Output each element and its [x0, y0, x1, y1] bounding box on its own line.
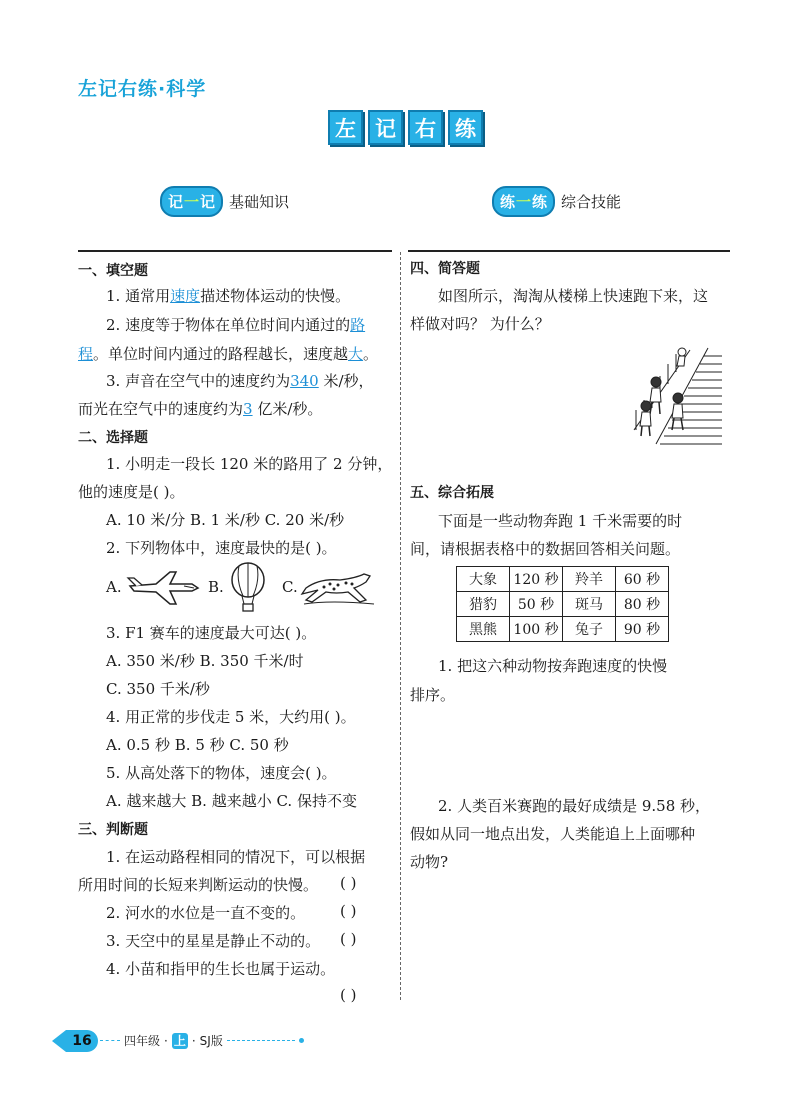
- right-column-rule: [408, 250, 730, 252]
- page-number-arrow: [52, 1030, 66, 1052]
- fill-q3-line1: [106, 370, 374, 391]
- badge-char: 记: [168, 193, 184, 211]
- choice-q3-options-1: A. 350 米/秒 B. 350 千米/时: [106, 652, 304, 670]
- choice-q1-line1: 1. 小明走一段长 120 米的路用了 2 分钟，: [106, 455, 393, 473]
- text: 。单位时间内通过的路程越长，速度越: [93, 345, 349, 363]
- table-cell: 120 秒: [510, 567, 563, 592]
- choice-q3: 3. F1 赛车的速度最大可达( )。: [106, 624, 317, 642]
- stairs-illustration: [630, 340, 726, 446]
- table-cell: 猎豹: [457, 592, 510, 617]
- brand-text: 左记右练: [78, 78, 159, 100]
- subject-text: ·科学: [158, 78, 207, 100]
- right-section-badge: [492, 186, 555, 217]
- left-section-label: 基础知识: [229, 193, 290, 211]
- title-char: 记: [368, 110, 403, 145]
- animal-speed-table: [456, 566, 669, 642]
- judge-q4-paren: ( ): [340, 986, 357, 1004]
- extension-intro-1: 下面是一些动物奔跑 1 千米需要的时: [438, 512, 683, 530]
- footer-dot: [299, 1038, 304, 1043]
- judge-q1-line2: 所用时间的长短来判断运动的快慢。: [78, 876, 319, 894]
- left-section-header: [160, 186, 289, 217]
- table-cell: 斑马: [563, 592, 616, 617]
- table-row: [457, 617, 669, 642]
- choice-q3-options-2: C. 350 千米/秒: [106, 680, 210, 698]
- badge-char: 一: [184, 193, 200, 211]
- hot-air-balloon-image: [228, 562, 268, 614]
- judge-q4: 4. 小苗和指甲的生长也属于运动。: [106, 960, 336, 978]
- badge-char: 练: [532, 193, 548, 211]
- choice-q5: 5. 从高处落下的物体，速度会( )。: [106, 764, 337, 782]
- table-cell: 兔子: [563, 617, 616, 642]
- text: 1. 通常用: [106, 287, 171, 305]
- option-b-label: B.: [208, 578, 224, 596]
- badge-char: 一: [516, 193, 532, 211]
- text: 米/秒，: [318, 372, 374, 390]
- choice-q1-options: A. 10 米/分 B. 1 米/秒 C. 20 米/秒: [106, 511, 345, 529]
- table-cell: 60 秒: [616, 567, 669, 592]
- judge-q2: 2. 河水的水位是一直不变的。: [106, 904, 306, 922]
- table-cell: 80 秒: [616, 592, 669, 617]
- judge-q3-paren: ( ): [340, 930, 357, 948]
- short-answer-heading: 四、简答题: [410, 261, 480, 277]
- choice-q2: 2. 下列物体中，速度最快的是( )。: [106, 539, 337, 557]
- text: 而光在空气中的速度约为: [78, 400, 244, 418]
- right-section-label: 综合技能: [561, 193, 622, 211]
- table-row: [457, 567, 669, 592]
- table-cell: 大象: [457, 567, 510, 592]
- fill-q1: [106, 285, 350, 306]
- answer-text: 程: [78, 345, 94, 363]
- judge-q2-paren: ( ): [340, 902, 357, 920]
- answer-text: 路: [350, 316, 366, 334]
- answer-text: 340: [290, 372, 319, 390]
- judge-heading: 三、判断题: [78, 822, 148, 838]
- extension-q2-line3: 动物?: [410, 853, 449, 871]
- right-section-header: [492, 186, 621, 217]
- extension-intro-2: 间，请根据表格中的数据回答相关问题。: [410, 540, 681, 558]
- judge-q1-line1: 1. 在运动路程相同的情况下，可以根据: [106, 848, 366, 866]
- text: 3. 声音在空气中的速度约为: [106, 372, 291, 390]
- jet-plane-image: [126, 566, 200, 608]
- brand-logo: [78, 74, 206, 101]
- footer-grade: 四年级: [124, 1034, 161, 1048]
- judge-q3: 3. 天空中的星星是静止不动的。: [106, 932, 321, 950]
- extension-q1-line1: 1. 把这六种动物按奔跑速度的快慢: [438, 657, 668, 675]
- choice-q5-options: A. 越来越大 B. 越来越小 C. 保持不变: [106, 792, 357, 810]
- badge-char: 练: [500, 193, 516, 211]
- footer-dash: [227, 1040, 295, 1041]
- footer-edition: 四年级 · 上 · SJ版: [100, 1032, 304, 1049]
- option-a-label: A.: [106, 578, 122, 596]
- page-title: [328, 110, 483, 145]
- table-row: [457, 592, 669, 617]
- choice-heading: 二、选择题: [78, 430, 148, 446]
- fill-q2-line2: [78, 343, 378, 364]
- extension-q2-line2: 假如从同一地点出发，人类能追上上面哪种: [410, 825, 696, 843]
- text: 2. 速度等于物体在单位时间内通过的: [106, 316, 351, 334]
- extension-heading: 五、综合拓展: [410, 485, 494, 501]
- table-cell: 90 秒: [616, 617, 669, 642]
- text: 描述物体运动的快慢。: [200, 287, 351, 305]
- footer-dash: [100, 1040, 120, 1041]
- title-char: 左: [328, 110, 363, 145]
- column-divider: [400, 252, 401, 1000]
- option-c-label: C.: [282, 578, 298, 596]
- left-column-rule: [78, 250, 392, 252]
- short-answer-line2: 样做对吗？ 为什么？: [410, 315, 550, 333]
- extension-q1-line2: 排序。: [410, 686, 456, 704]
- answer-text: 3: [243, 400, 253, 418]
- left-section-badge: [160, 186, 223, 217]
- badge-char: 记: [200, 193, 216, 211]
- extension-q2-line1: 2. 人类百米赛跑的最好成绩是 9.58 秒，: [438, 797, 711, 815]
- fill-q3-line2: [78, 398, 322, 419]
- fill-blank-heading: 一、填空题: [78, 263, 148, 279]
- text: 亿米/秒。: [252, 400, 323, 418]
- title-char: 右: [408, 110, 443, 145]
- table-cell: 100 秒: [510, 617, 563, 642]
- table-cell: 黑熊: [457, 617, 510, 642]
- table-cell: 羚羊: [563, 567, 616, 592]
- title-char: 练: [448, 110, 483, 145]
- text: 。: [363, 345, 379, 363]
- answer-text: 速度: [170, 287, 201, 305]
- judge-q1-paren: ( ): [340, 874, 357, 892]
- page-number: 16: [66, 1030, 98, 1052]
- choice-q1-line2: 他的速度是( )。: [78, 483, 185, 501]
- table-cell: 50 秒: [510, 592, 563, 617]
- footer-edition-label: SJ版: [199, 1034, 223, 1048]
- fill-q2-line1: [106, 314, 365, 335]
- cheetah-image: [300, 564, 378, 608]
- choice-q4: 4. 用正常的步伐走 5 米，大约用( )。: [106, 708, 356, 726]
- choice-q4-options: A. 0.5 秒 B. 5 秒 C. 50 秒: [106, 736, 289, 754]
- answer-text: 大: [348, 345, 364, 363]
- footer-term: 上: [173, 1033, 186, 1048]
- short-answer-line1: 如图所示，淘淘从楼梯上快速跑下来，这: [438, 287, 709, 305]
